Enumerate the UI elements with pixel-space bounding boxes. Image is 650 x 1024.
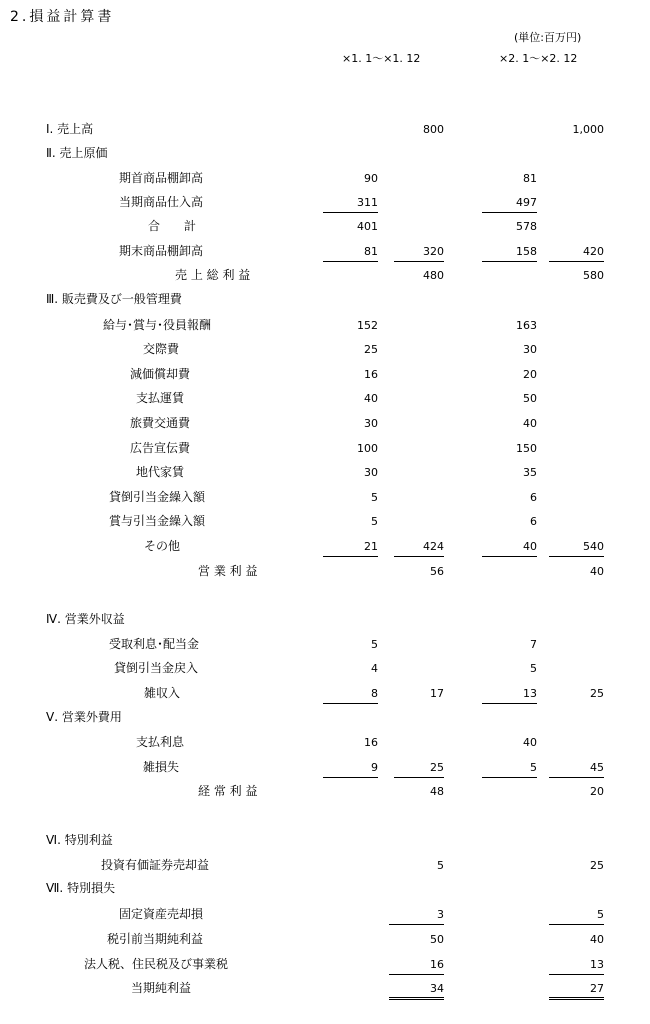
row-label: 経 常 利 益 xyxy=(198,784,258,798)
cell: 25 xyxy=(394,760,444,778)
cell: 8 xyxy=(323,686,378,704)
cell: 420 xyxy=(549,244,604,262)
cell: 311 xyxy=(323,195,378,213)
cell: 9 xyxy=(323,760,378,778)
cell: 27 xyxy=(549,981,604,1000)
cell: 30 xyxy=(364,466,378,479)
unit-note: (単位:百万円) xyxy=(514,31,582,44)
cell: 320 xyxy=(394,244,444,262)
cell: 34 xyxy=(389,981,444,1000)
cell: 45 xyxy=(549,760,604,778)
row-label: 貸倒引当金繰入額 xyxy=(109,490,206,504)
cell: 40 xyxy=(590,565,604,578)
cell: 5 xyxy=(371,491,378,504)
sales-p2-total: 1,000 xyxy=(572,123,604,136)
cell: 20 xyxy=(523,368,537,381)
cell: 50 xyxy=(523,392,537,405)
cell: 40 xyxy=(364,392,378,405)
cell: 90 xyxy=(364,172,378,185)
cell: 401 xyxy=(357,220,378,233)
row-label: 当期純利益 xyxy=(131,981,192,995)
row-label: 売 上 総 利 益 xyxy=(175,268,251,282)
row-label: 営 業 利 益 xyxy=(198,564,258,578)
cell: 17 xyxy=(430,687,444,700)
cell: 40 xyxy=(523,736,537,749)
cell: 5 xyxy=(482,760,537,778)
row-label: 期首商品棚卸高 xyxy=(119,171,204,185)
row-label: 支払利息 xyxy=(136,735,185,749)
row-label: 旅費交通費 xyxy=(130,416,191,430)
period-header-1: ×1. 1〜×1. 12 xyxy=(342,52,421,65)
section-cost-of-sales: Ⅱ. 売上原価 xyxy=(46,146,108,160)
cell: 30 xyxy=(364,417,378,430)
cell: 5 xyxy=(530,662,537,675)
row-label: 支払運賃 xyxy=(136,391,185,405)
section-sga: Ⅲ. 販売費及び一般管理費 xyxy=(46,292,182,306)
cell: 3 xyxy=(389,907,444,925)
cell: 480 xyxy=(423,269,444,282)
cell: 540 xyxy=(549,539,604,557)
cell: 163 xyxy=(516,319,537,332)
cell: 6 xyxy=(530,515,537,528)
row-label: 合 計 xyxy=(148,219,197,233)
cell: 81 xyxy=(323,244,378,262)
cell: 4 xyxy=(371,662,378,675)
row-label: その他 xyxy=(144,539,181,553)
cell: 497 xyxy=(482,195,537,213)
cell: 7 xyxy=(530,638,537,651)
cell: 424 xyxy=(394,539,444,557)
cell: 16 xyxy=(364,736,378,749)
cell: 5 xyxy=(549,907,604,925)
row-label: 法人税、住民税及び事業税 xyxy=(84,957,229,971)
row-label: 雑損失 xyxy=(143,760,180,774)
cell: 578 xyxy=(516,220,537,233)
cell: 50 xyxy=(430,933,444,946)
cell: 16 xyxy=(389,957,444,975)
row-label: 固定資産売却損 xyxy=(119,907,204,921)
section-sales: Ⅰ. 売上高 xyxy=(46,122,94,136)
cell: 25 xyxy=(590,687,604,700)
row-label: 賞与引当金繰入額 xyxy=(109,514,206,528)
cell: 152 xyxy=(357,319,378,332)
cell: 40 xyxy=(482,539,537,557)
row-label: 貸倒引当金戻入 xyxy=(114,661,199,675)
row-label: 税引前当期純利益 xyxy=(107,932,204,946)
row-label: 期末商品棚卸高 xyxy=(119,244,204,258)
cell: 35 xyxy=(523,466,537,479)
row-label: 雑収入 xyxy=(144,686,181,700)
cell: 13 xyxy=(549,957,604,975)
row-label: 投資有価証券売却益 xyxy=(101,858,210,872)
cell: 40 xyxy=(523,417,537,430)
cell: 21 xyxy=(323,539,378,557)
row-label: 減価償却費 xyxy=(130,367,191,381)
section-non-operating-expenses: Ⅴ. 営業外費用 xyxy=(46,710,122,724)
cell: 158 xyxy=(482,244,537,262)
section-extraordinary-gains: Ⅵ. 特別利益 xyxy=(46,833,113,847)
cell: 5 xyxy=(437,859,444,872)
cell: 5 xyxy=(371,638,378,651)
cell: 150 xyxy=(516,442,537,455)
cell: 16 xyxy=(364,368,378,381)
period-header-2: ×2. 1〜×2. 12 xyxy=(499,52,578,65)
cell: 580 xyxy=(583,269,604,282)
row-label: 交際費 xyxy=(143,342,180,356)
row-label: 当期商品仕入高 xyxy=(119,195,204,209)
row-label: 受取利息･配当金 xyxy=(109,637,200,651)
cell: 40 xyxy=(590,933,604,946)
cell: 25 xyxy=(590,859,604,872)
cell: 48 xyxy=(430,785,444,798)
cell: 20 xyxy=(590,785,604,798)
row-label: 給与･賞与･役員報酬 xyxy=(103,318,212,332)
section-extraordinary-losses: Ⅶ. 特別損失 xyxy=(46,881,116,895)
section-non-operating-income: Ⅳ. 営業外収益 xyxy=(46,612,125,626)
cell: 6 xyxy=(530,491,537,504)
cell: 30 xyxy=(523,343,537,356)
row-label: 地代家賃 xyxy=(136,465,185,479)
cell: 13 xyxy=(482,686,537,704)
cell: 56 xyxy=(430,565,444,578)
cell: 81 xyxy=(523,172,537,185)
page-title: 2.損益計算書 xyxy=(10,9,115,25)
cell: 25 xyxy=(364,343,378,356)
row-label: 広告宣伝費 xyxy=(130,441,191,455)
cell: 100 xyxy=(357,442,378,455)
sales-p1-total: 800 xyxy=(423,123,444,136)
cell: 5 xyxy=(371,515,378,528)
